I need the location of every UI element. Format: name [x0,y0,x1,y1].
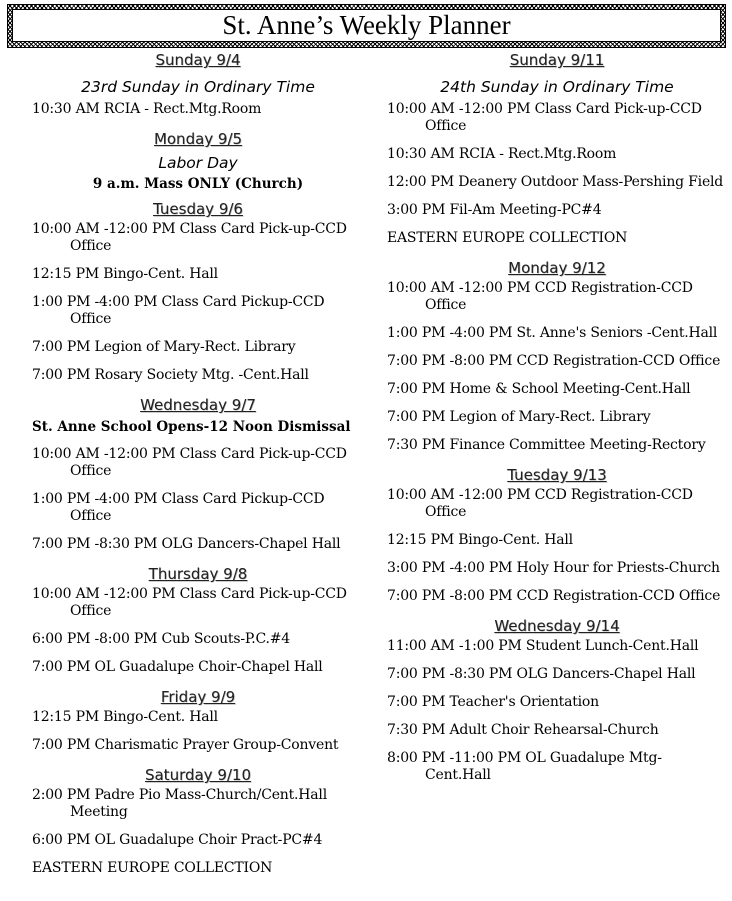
event-item: EASTERN EUROPE COLLECTION [32,860,273,876]
event-item: 7:00 PM Home & School Meeting-Cent.Hall [387,381,691,397]
event-item: 3:00 PM Fil-Am Meeting-PC#4 [387,202,602,218]
day-heading-sunday-9-11: Sunday 9/11 [509,51,605,69]
left-column [32,50,364,888]
day-heading-saturday-9-10: Saturday 9/10 [144,766,252,784]
event-item: 1:00 PM -4:00 PM Class Card Pickup-CCD Office [32,294,325,327]
event-item: 7:00 PM Legion of Mary-Rect. Library [32,339,296,355]
page-title: St. Anne’s Weekly Planner [12,9,721,42]
event-item: 6:00 PM -8:00 PM Cub Scouts-P.C.#4 [32,631,291,647]
day-heading-wednesday-9-7: Wednesday 9/7 [140,396,256,414]
event-item: 1:00 PM -4:00 PM Class Card Pickup-CCD Office [32,491,325,524]
event-item: 3:00 PM -4:00 PM Holy Hour for Priests-Church [387,560,720,576]
event-item: 7:00 PM -8:30 PM OLG Dancers-Chapel Hall [32,536,341,552]
right-column [387,50,727,795]
event-item: 10:00 AM -12:00 PM CCD Registration-CCD Office [387,280,693,313]
event-item: 10:00 AM -12:00 PM Class Card Pick-up-CCD Office [32,446,347,479]
event-item: 12:15 PM Bingo-Cent. Hall [387,532,573,548]
day-heading-thursday-9-8: Thursday 9/8 [148,565,248,583]
event-item: 8:00 PM -11:00 PM OL Guadalupe Mtg-Cent.Hall [387,750,662,783]
event-item: 10:30 AM RCIA - Rect.Mtg.Room [32,101,262,117]
event-item: 7:00 PM -8:00 PM CCD Registration-CCD Office [387,353,721,369]
day-heading-sunday-9-4: Sunday 9/4 [155,51,241,69]
feast-label: 24th Sunday in Ordinary Time [440,78,674,96]
day-heading-monday-9-12: Monday 9/12 [508,259,606,277]
event-item: 12:15 PM Bingo-Cent. Hall [32,266,218,282]
event-item: 7:00 PM -8:30 PM OLG Dancers-Chapel Hall [387,666,696,682]
day-heading-friday-9-9: Friday 9/9 [160,688,236,706]
event-item: 7:00 PM Teacher's Orientation [387,694,599,710]
event-item: 12:15 PM Bingo-Cent. Hall [32,709,218,725]
event-item: EASTERN EUROPE COLLECTION [387,230,628,246]
event-item: 1:00 PM -4:00 PM St. Anne's Seniors -Cent.Hall [387,325,718,341]
event-item: 7:30 PM Adult Choir Rehearsal-Church [387,722,659,738]
feast-label: Labor Day [158,154,238,172]
day-heading-tuesday-9-13: Tuesday 9/13 [507,466,607,484]
event-item: 7:00 PM Legion of Mary-Rect. Library [387,409,651,425]
day-heading-tuesday-9-6: Tuesday 9/6 [153,200,243,218]
event-item: 6:00 PM OL Guadalupe Choir Pract-PC#4 [32,832,323,848]
feast-label: 23rd Sunday in Ordinary Time [81,78,315,96]
event-item: 10:00 AM -12:00 PM Class Card Pick-up-CCD Office [387,101,702,134]
event-item: 10:30 AM RCIA - Rect.Mtg.Room [387,146,617,162]
event-item: 7:00 PM -8:00 PM CCD Registration-CCD Office [387,588,721,604]
day-heading-monday-9-5: Monday 9/5 [153,130,243,148]
event-item: 7:00 PM Charismatic Prayer Group-Convent [32,737,339,753]
event-item: 11:00 AM -1:00 PM Student Lunch-Cent.Hall [387,638,699,654]
day-heading-wednesday-9-14: Wednesday 9/14 [494,617,620,635]
day-note: St. Anne School Opens-12 Noon Dismissal [32,419,351,435]
event-item: 2:00 PM Padre Pio Mass-Church/Cent.Hall Meeting [32,787,327,820]
event-item: 10:00 AM -12:00 PM CCD Registration-CCD Office [387,487,693,520]
day-note: 9 a.m. Mass ONLY (Church) [92,176,304,192]
event-item: 7:00 PM OL Guadalupe Choir-Chapel Hall [32,659,323,675]
planner-header [7,4,726,48]
event-item: 10:00 AM -12:00 PM Class Card Pick-up-CCD Office [32,221,347,254]
event-item: 12:00 PM Deanery Outdoor Mass-Pershing Field [387,174,724,190]
event-item: 7:00 PM Rosary Society Mtg. -Cent.Hall [32,367,309,383]
event-item: 7:30 PM Finance Committee Meeting-Rectory [387,437,706,453]
event-item: 10:00 AM -12:00 PM Class Card Pick-up-CCD Office [32,586,347,619]
